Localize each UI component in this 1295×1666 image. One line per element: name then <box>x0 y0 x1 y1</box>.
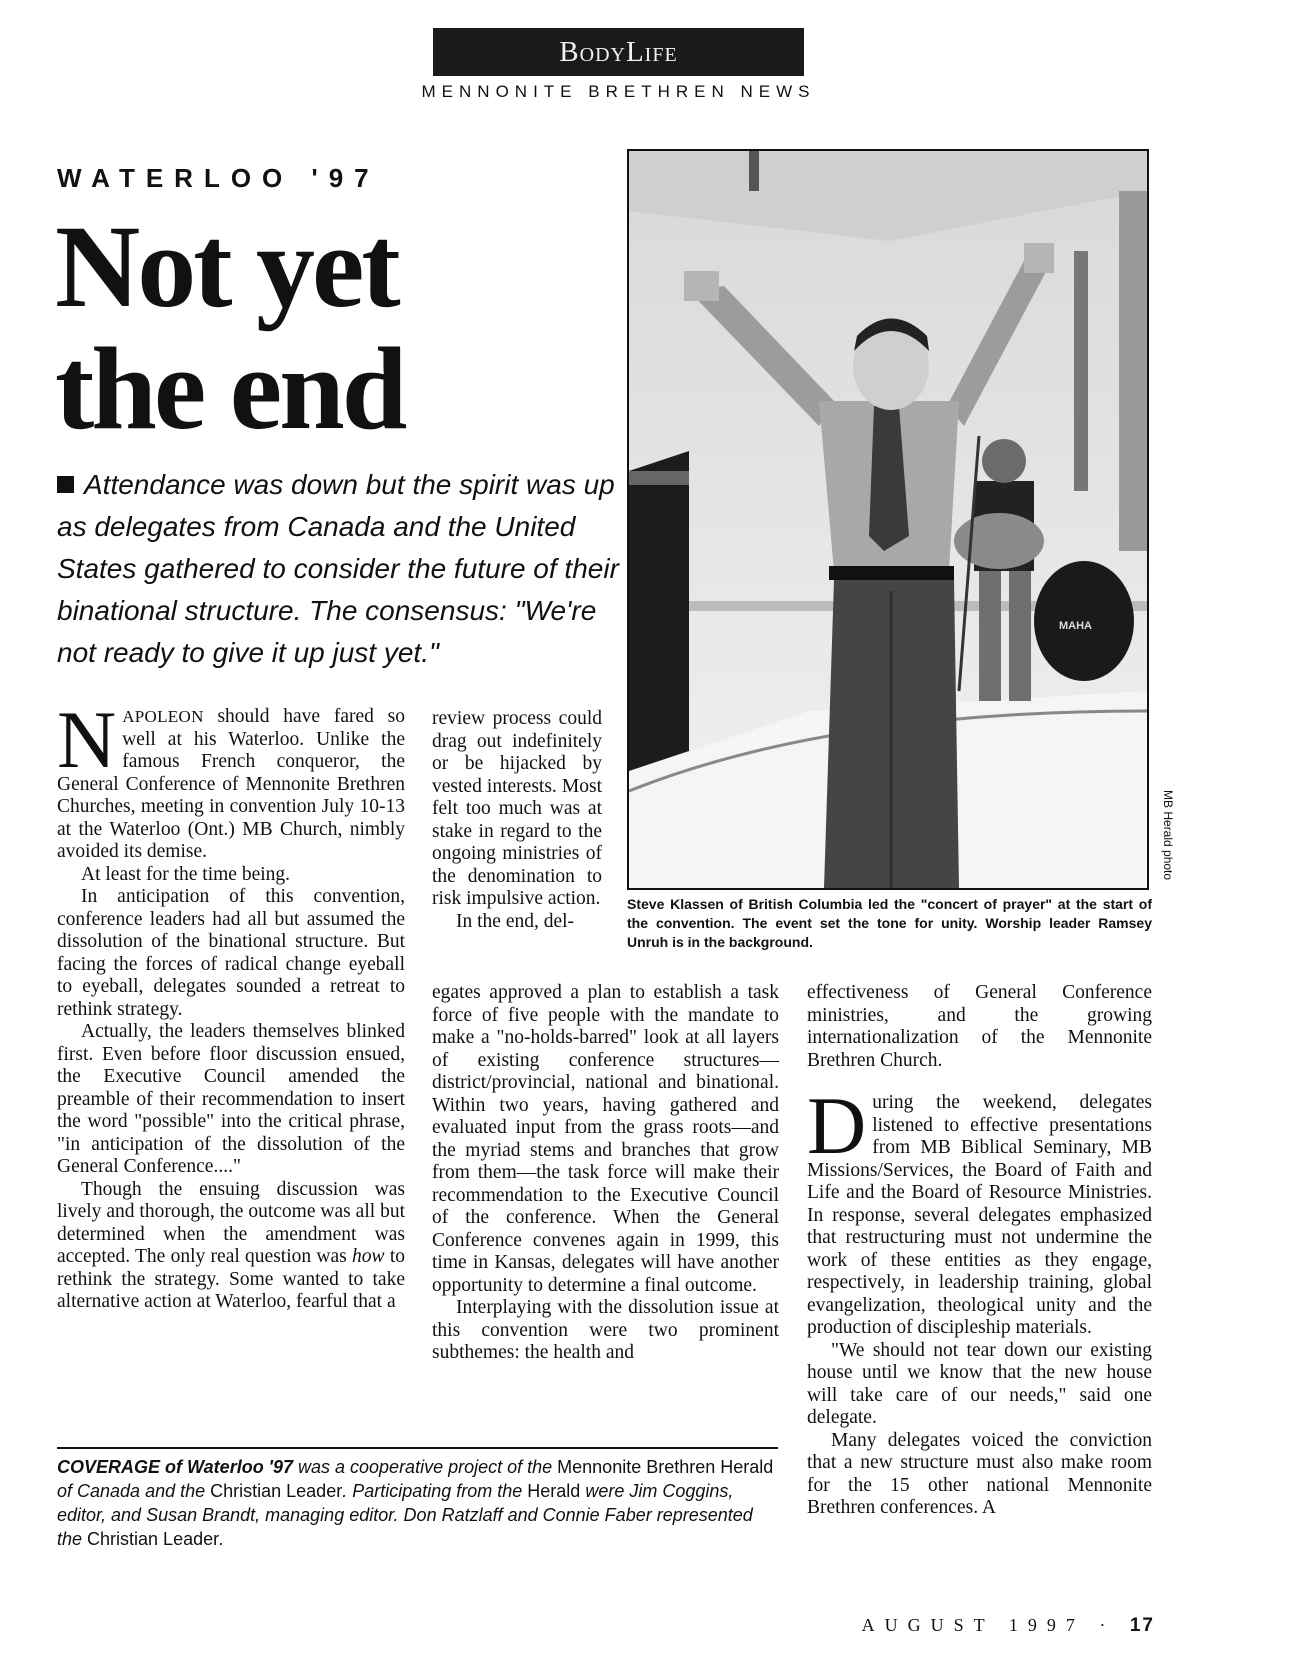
paragraph: "We should not tear down our existing house until we know that the new house will take care of our needs," said one delegate. <box>807 1339 1152 1428</box>
page-number: 17 <box>1129 1615 1155 1636</box>
article-column-3 <box>807 982 1152 1520</box>
headline-line-1: Not yet <box>55 201 398 332</box>
headline-line-2: the end <box>55 323 405 454</box>
drum-brand-label: MAHA <box>1059 620 1092 632</box>
paragraph: egates approved a plan to establish a task force of five people with the mandate to make a "no-holds-barred" look at all layers of existing conference structures—district/provincial, national and binational. Within two years, having gathered and evaluated input from the grass roots—and the myriad stems and branches that grow from them—the task force will make their recommendation to the Executive Council of the conference. When the General Conference convenes again in 1999, this time in Kansas, delegates will have another opportunity to determine a final outcome. <box>432 982 779 1296</box>
article-kicker: WATERLOO '97 <box>57 163 380 193</box>
article-column-1 <box>57 694 405 1314</box>
square-bullet-icon <box>57 476 74 493</box>
paragraph: At least for the time being. <box>81 863 291 885</box>
paragraph-napoleon: NAPOLEON should have fared so well at his Waterloo. Unlike the famous French conqueror, the General Conference of Mennonite Brethren Churches, meeting in convention July 10-13 at the Waterloo (Ont.) MB Church, nimbly avoided its demise. <box>57 694 405 862</box>
paragraph: In anticipation of this convention, conference leaders had all but assumed the dissolution of the binational structure. But facing the forces of radical change eyeball to eyeball, delegates sounded a retreat to rethink strategy. <box>57 886 405 1020</box>
paragraph: Actually, the leaders themselves blinked first. Even before floor discussion ensued, the Executive Council amended the preamble of their recommendation to insert the word "possible" into the critical phrase, "in anticipation of the dissolution of the General Conference...." <box>57 1021 405 1177</box>
convention-photo <box>627 149 1149 890</box>
paragraph: In the end, del- <box>456 910 575 932</box>
footer-separator: · <box>1099 1615 1116 1635</box>
article-deck <box>57 464 627 674</box>
divider-rule <box>57 1447 778 1449</box>
paragraph-during: During the weekend, delegates listened to effective presentations from MB Biblical Seminary, MB Missions/Services, the Board of Faith and Life and the Board of Resource Ministries. In response, several delegates emphasized that restructuring must not undermine the work of these entities as they engage, respectively, in leadership training, global evangelization, theological unity and the production of discipleship materials. <box>807 1080 1152 1338</box>
coverage-note: COVERAGE of Waterloo '97 was a cooperative project of the Mennonite Brethren Herald of Canada and the Christian Leader. Participating from the Herald were Jim Coggins, editor, and Susan Brandt, managing editor. Don Ratzlaff and Connie Faber represented the Christian Leader. <box>57 1457 774 1549</box>
masthead-subtitle: MENNONITE BRETHREN NEWS <box>421 82 816 101</box>
paragraph: Many delegates voiced the conviction that a new structure must also make room for the 15 other national Mennonite Brethren conferences. A <box>807 1429 1152 1518</box>
paragraph: Interplaying with the dissolution issue at this convention were two prominent subthemes: the health and <box>432 1297 779 1363</box>
drop-cap: N <box>57 694 117 785</box>
paragraph: review process could drag out indefinitely or be hijacked by vested interests. Most felt too much was at stake in regard to the ongoing ministries of the denomination to risk impulsive action. <box>432 708 602 909</box>
article-column-2-top <box>432 708 602 933</box>
deck-text: Attendance was down but the spirit was up as delegates from Canada and the United States gathered to consider the future of their binational structure. The consensus: "We're not ready to give it up just yet." <box>57 469 619 668</box>
worship-leader-photo-image <box>629 151 1147 888</box>
page-footer <box>835 1615 1155 1637</box>
issue-date: AUGUST 1997 <box>861 1615 1085 1635</box>
photo-credit: MB Herald photo <box>1161 790 1175 881</box>
paragraph: Though the ensuing discussion was lively and thorough, the outcome was all but determined when the amendment was accepted. The only real question was how to rethink the strategy. Some wanted to take alternative action at Waterloo, fearful that a <box>57 1178 405 1312</box>
masthead-title: BodyLife <box>433 28 804 76</box>
article-column-2 <box>432 982 779 1365</box>
paragraph: effectiveness of General Conference ministries, and the growing internationalization of the Mennonite Brethren Church. <box>807 982 1152 1071</box>
photo-caption: Steve Klassen of British Columbia led the "concert of prayer" at the start of the convention. The event set the tone for unity. Worship leader Ramsey Unruh is in the background. <box>627 896 1152 950</box>
drop-cap: D <box>807 1080 867 1171</box>
